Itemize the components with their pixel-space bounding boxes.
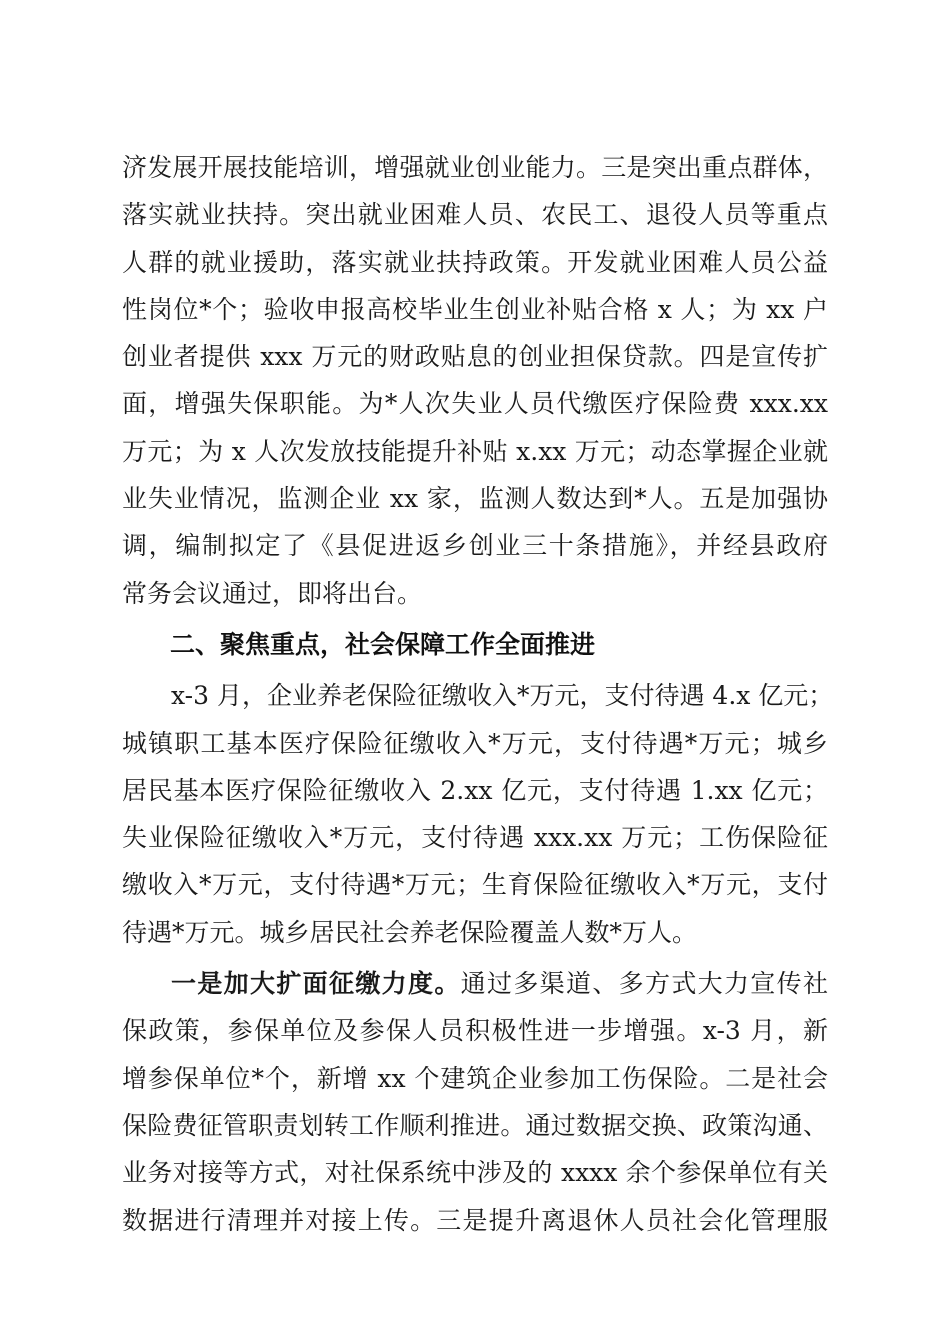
paragraph-expansion-measures (122, 960, 828, 1244)
text-line: 保险费征管职责划转工作顺利推进。通过数据交换、政策沟通、 (122, 1110, 828, 1140)
text-line: x-3 月，企业养老保险征缴收入*万元，支付待遇 4.x 亿元； (171, 681, 834, 711)
text-line (122, 960, 828, 1007)
text-line: 人群的就业援助，落实就业扶持政策。开发就业困难人员公益 (122, 247, 828, 277)
text-line: 待遇*万元。城乡居民社会养老保险覆盖人数*万人。 (122, 917, 698, 947)
text-fragment: 通过多渠道、多方式大力宣传社 (460, 969, 828, 999)
text-line: 缴收入*万元，支付待遇*万元；生育保险征缴收入*万元，支付 (122, 870, 828, 900)
text-line: 万元；为 x 人次发放技能提升补贴 x.xx 万元；动态掌握企业就 (122, 436, 828, 466)
text-line: 常务会议通过，即将出台。 (122, 578, 423, 608)
text-line: 落实就业扶持。突出就业困难人员、农民工、退役人员等重点 (122, 200, 828, 230)
text-line: 业失业情况，监测企业 xx 家，监测人数达到*人。五是加强协 (122, 484, 828, 514)
paragraph-social-security-figures (122, 672, 834, 956)
lead-phrase: 一是加大扩面征缴力度。 (171, 969, 461, 999)
text-line: 居民基本医疗保险征缴收入 2.xx 亿元，支付待遇 1.xx 亿元； (122, 775, 829, 805)
text-line: 失业保险征缴收入*万元，支付待遇 xxx.xx 万元；工伤保险征 (122, 823, 828, 853)
text-line: 业务对接等方式，对社保系统中涉及的 xxxx 余个参保单位有关 (122, 1158, 828, 1188)
text-line: 城镇职工基本医疗保险征缴收入*万元，支付待遇*万元；城乡 (122, 728, 828, 758)
text-line: 调，编制拟定了《县促进返乡创业三十条措施》，并经县政府 (122, 531, 828, 561)
text-line: 面，增强失保职能。为*人次失业人员代缴医疗保险费 xxx.xx (122, 389, 828, 419)
text-line: 济发展开展技能培训，增强就业创业能力。三是突出重点群体， (122, 153, 828, 182)
text-line: 保政策，参保单位及参保人员积极性进一步增强。x-3 月，新 (122, 1016, 828, 1046)
text-line: 性岗位*个；验收申报高校毕业生创业补贴合格 x 人；为 xx 户 (122, 294, 828, 324)
text-line: 增参保单位*个，新增 xx 个建筑企业参加工伤保险。二是社会 (122, 1063, 828, 1093)
text-line: 数据进行清理并对接上传。三是提升离退休人员社会化管理服 (122, 1205, 828, 1235)
document-body (122, 144, 834, 1244)
section-heading: 二、聚焦重点，社会保障工作全面推进 (170, 629, 596, 659)
text-line: 创业者提供 xxx 万元的财政贴息的创业担保贷款。四是宣传扩 (122, 342, 828, 372)
paragraph-employment (122, 144, 828, 617)
